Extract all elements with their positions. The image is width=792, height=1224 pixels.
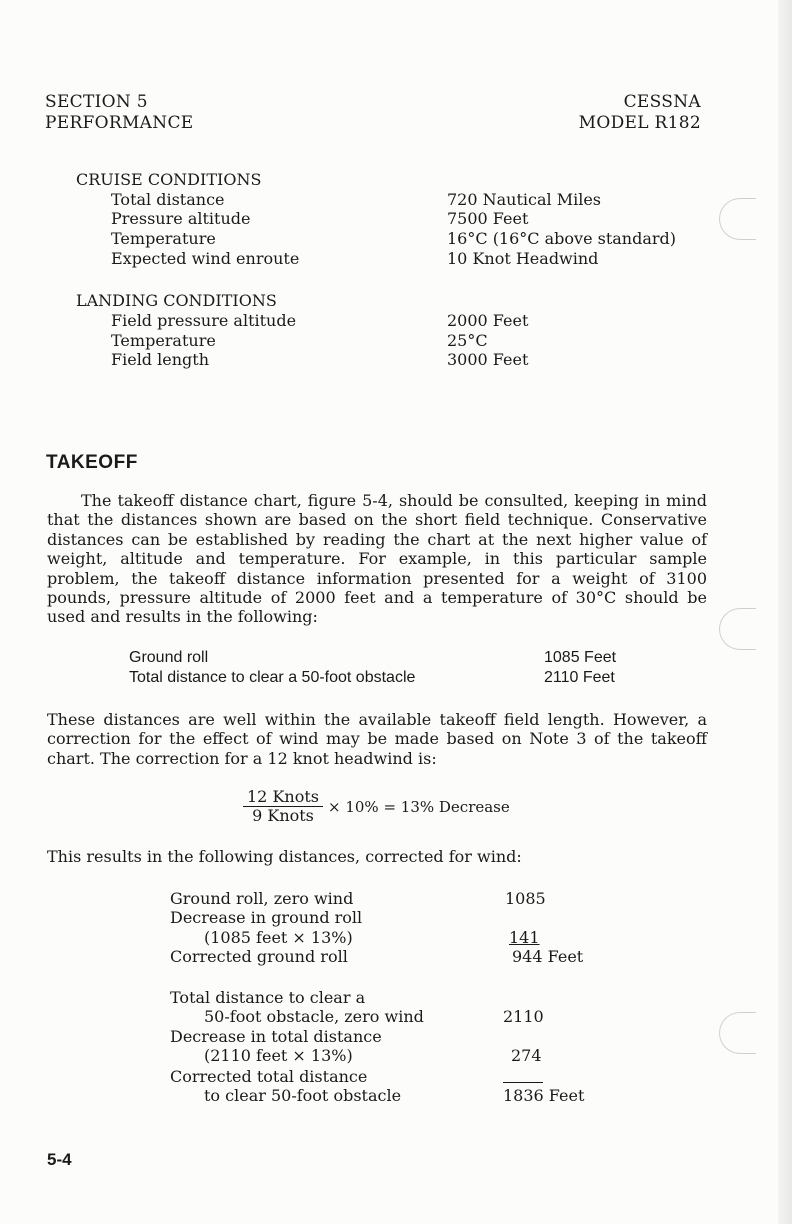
result-label: Total distance to clear a 50-foot obstacle <box>129 669 416 686</box>
ground-value: 944 Feet <box>512 947 584 966</box>
ground-line: (1085 feet × 13%) <box>204 928 353 947</box>
aircraft-model: MODEL R182 <box>578 113 701 133</box>
landing-value: 2000 Feet <box>447 311 529 330</box>
total-value: 1836 Feet <box>503 1086 585 1105</box>
takeoff-paragraph-1: The takeoff distance chart, figure 5-4, should be consulted, keeping in mind that the distances shown are based on the short field technique. Conservative distances can be established by reading the chart at the next higher value of weight, altitude and temperature. For example, in this particular sample problem, the takeoff distance information presented for a weight of 3100 pounds, pressure altitude of 2000 feet and a temperature of 30°C should be used and results in the following: <box>47 491 707 627</box>
takeoff-heading: TAKEOFF <box>46 452 138 473</box>
landing-label: Field length <box>111 350 209 369</box>
page-edge <box>778 0 792 1224</box>
total-line: to clear 50-foot obstacle <box>204 1086 402 1105</box>
ground-line: Decrease in ground roll <box>170 908 363 927</box>
formula-denominator: 9 Knots <box>252 806 314 825</box>
total-value: 274 <box>511 1046 542 1065</box>
section-label: SECTION 5 <box>45 92 148 112</box>
result-value: 1085 Feet <box>544 649 617 666</box>
formula-numerator: 12 Knots <box>243 788 323 807</box>
binder-hole <box>719 1012 756 1054</box>
landing-value: 25°C <box>447 331 488 350</box>
page-number: 5-4 <box>47 1150 72 1169</box>
takeoff-paragraph-2: These distances are well within the available takeoff field length. However, a correction for the effect of wind may be made based on Note 3 of the takeoff chart. The correction for a 12 knot headwind is: <box>47 710 707 768</box>
ground-value: 141 <box>509 928 540 947</box>
cruise-value: 16°C (16°C above standard) <box>447 229 677 248</box>
ground-value: 1085 <box>505 889 546 908</box>
landing-heading: LANDING CONDITIONS <box>76 291 277 310</box>
total-value: 2110 <box>503 1007 544 1026</box>
total-line: Corrected total distance <box>170 1067 368 1086</box>
binder-hole <box>719 198 756 240</box>
cruise-label: Total distance <box>111 190 225 209</box>
result-value: 2110 Feet <box>544 669 615 686</box>
cruise-value: 720 Nautical Miles <box>447 190 602 209</box>
total-line: Total distance to clear a <box>170 988 366 1007</box>
total-line: Decrease in total distance <box>170 1027 382 1046</box>
cruise-label: Pressure altitude <box>111 209 251 228</box>
landing-label: Temperature <box>111 331 216 350</box>
cruise-label: Temperature <box>111 229 216 248</box>
section-title: PERFORMANCE <box>45 113 194 133</box>
landing-value: 3000 Feet <box>447 350 529 369</box>
landing-label: Field pressure altitude <box>111 311 297 330</box>
sum-rule <box>503 1082 543 1083</box>
aircraft-make: CESSNA <box>623 92 701 112</box>
total-line: 50-foot obstacle, zero wind <box>204 1007 424 1026</box>
ground-line: Ground roll, zero wind <box>170 889 354 908</box>
cruise-heading: CRUISE CONDITIONS <box>76 170 262 189</box>
total-line: (2110 feet × 13%) <box>204 1046 353 1065</box>
ground-line: Corrected ground roll <box>170 947 348 966</box>
formula-result: × 10% = 13% Decrease <box>328 798 510 816</box>
cruise-value: 10 Knot Headwind <box>447 249 599 268</box>
cruise-value: 7500 Feet <box>447 209 529 228</box>
result-label: Ground roll <box>129 649 209 666</box>
cruise-label: Expected wind enroute <box>111 249 300 268</box>
takeoff-paragraph-3: This results in the following distances, corrected for wind: <box>47 847 522 866</box>
binder-hole <box>719 608 756 650</box>
